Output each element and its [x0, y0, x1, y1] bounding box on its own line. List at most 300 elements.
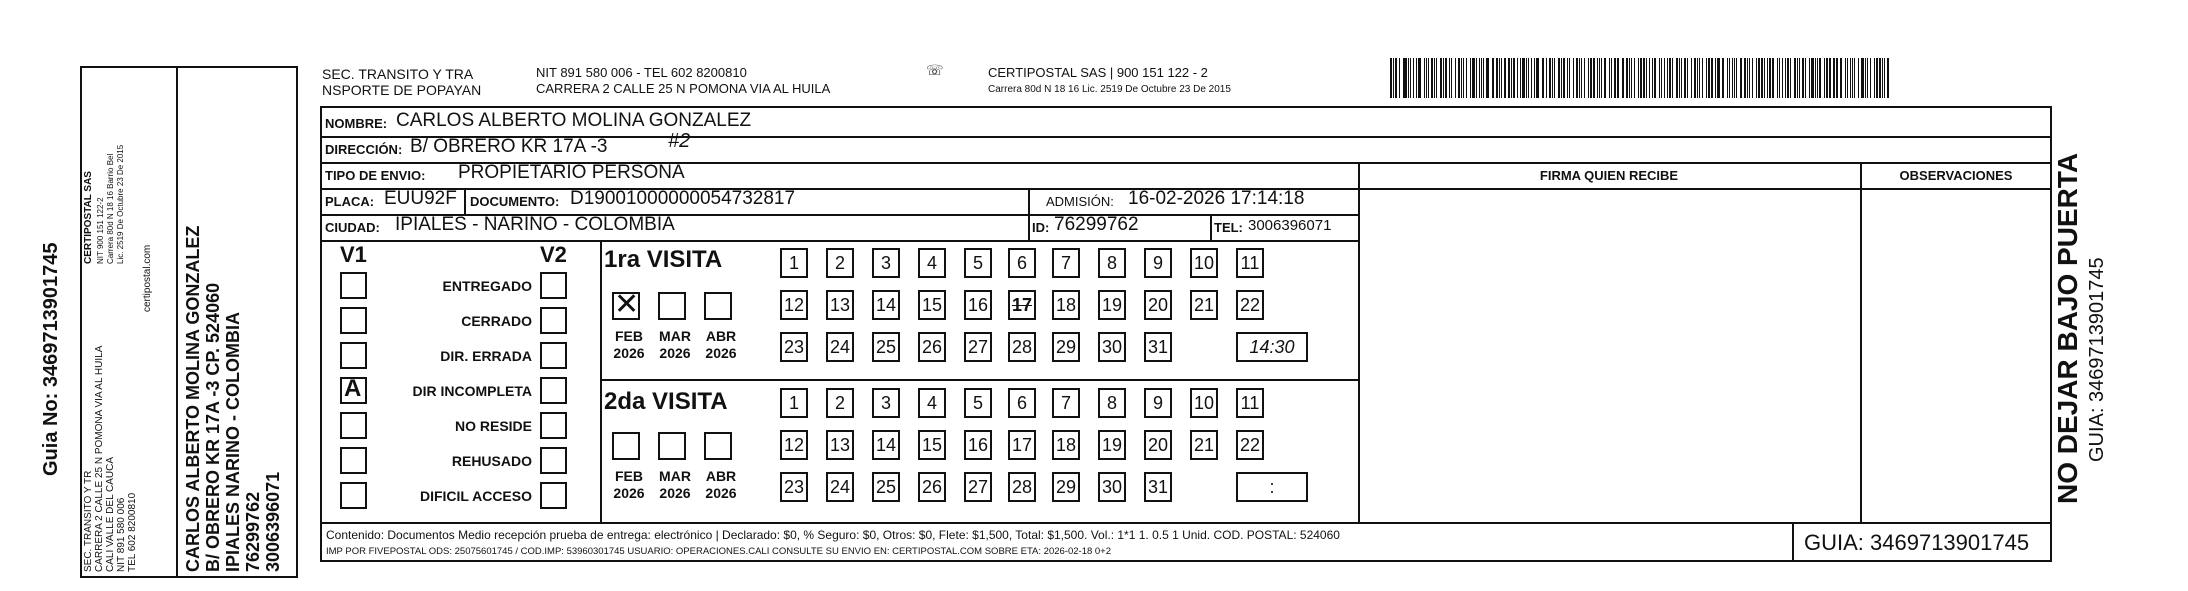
v2-checkbox	[540, 307, 567, 334]
no-dejar-bajo-puerta: NO DEJAR BAJO PUERTA	[2052, 152, 2083, 504]
day-box: 31	[1144, 472, 1172, 502]
barcode-bar	[1715, 58, 1716, 98]
barcode-bar	[1522, 58, 1524, 98]
sender-nit: NIT 891 580 006 - TEL 602 8200810	[536, 65, 747, 80]
barcode-bar	[1706, 58, 1707, 98]
barcode-bar	[1756, 58, 1757, 98]
barcode-bar	[1483, 58, 1485, 98]
month-year: 2026	[659, 345, 691, 361]
barcode-bar	[1802, 58, 1804, 98]
barcode-bar	[1702, 58, 1704, 98]
barcode	[1390, 58, 1890, 98]
placa-label: PLACA:	[325, 194, 375, 209]
barcode-bar	[1431, 58, 1433, 98]
barcode-bar	[1463, 58, 1464, 98]
barcode-bar	[1552, 58, 1554, 98]
v2-checkbox	[540, 272, 567, 299]
stub-recipient-line: 76299762	[243, 491, 263, 572]
barcode-bar	[1729, 58, 1730, 98]
barcode-bar	[1840, 58, 1842, 98]
month-checkbox	[612, 288, 640, 321]
day-box: 10	[1190, 248, 1218, 278]
month-label	[606, 328, 652, 362]
day-box: 11	[1236, 388, 1264, 418]
phone-icon: ☏	[926, 62, 944, 78]
barcode-bar	[1543, 58, 1544, 98]
month-name: FEB	[615, 468, 643, 484]
barcode-bar	[1626, 58, 1628, 98]
v2-checkbox	[540, 377, 567, 404]
barcode-bar	[1493, 58, 1494, 98]
month-year: 2026	[705, 485, 737, 501]
stub-sender-line: TEL 602 8200810	[127, 492, 138, 572]
barcode-bar	[1531, 58, 1532, 98]
barcode-bar	[1772, 58, 1774, 98]
check-mark: ✕	[614, 288, 640, 321]
status-label: NO RESIDE	[454, 418, 532, 434]
admision-value: 16-02-2026 17:14:18	[1128, 188, 1305, 209]
barcode-bar	[1661, 58, 1662, 98]
barcode-bar	[1824, 58, 1825, 98]
barcode-bar	[1445, 58, 1447, 98]
barcode-bar	[1440, 58, 1442, 98]
barcode-bar	[1436, 58, 1437, 98]
day-box: 1	[780, 388, 808, 418]
day-box: 17	[1008, 290, 1036, 320]
footer-guia: GUIA: 3469713901745	[1804, 530, 2030, 555]
month-checkbox	[704, 292, 732, 320]
barcode-bar	[1588, 58, 1589, 98]
barcode-bar	[1504, 58, 1506, 98]
barcode-bar	[1764, 58, 1765, 98]
visit1-title: 1ra VISITA	[604, 246, 723, 273]
barcode-bar	[1679, 58, 1680, 98]
time-box: 14:30	[1236, 332, 1308, 362]
day-box: 7	[1052, 248, 1080, 278]
month-label	[652, 468, 698, 502]
day-box: 26	[918, 332, 946, 362]
day-box: 19	[1098, 290, 1126, 320]
barcode-bar	[1654, 58, 1656, 98]
admision-label: ADMISIÓN:	[1046, 194, 1114, 209]
barcode-bar	[1797, 58, 1798, 98]
barcode-bar	[1499, 58, 1500, 98]
barcode-bar	[1829, 58, 1831, 98]
barcode-bar	[1865, 58, 1866, 98]
barcode-bar	[1882, 58, 1883, 98]
stub-recipient-line: B/ OBRERO KR 17A -3 CP. 524060	[203, 282, 223, 572]
day-box: 15	[918, 430, 946, 460]
barcode-bar	[1694, 58, 1696, 98]
barcode-bar	[1622, 58, 1624, 98]
day-box: 14	[872, 290, 900, 320]
sender-address: CARRERA 2 CALLE 25 N POMONA VIA AL HUILA	[536, 81, 831, 96]
nombre-value: CARLOS ALBERTO MOLINA GONZALEZ	[396, 110, 752, 131]
day-box: 5	[964, 388, 992, 418]
barcode-bar	[1472, 58, 1474, 98]
side-guia: GUIA: 3469713901745	[2086, 257, 2108, 462]
barcode-bar	[1819, 58, 1821, 98]
barcode-bar	[1684, 58, 1686, 98]
status-label: DIR. ERRADA	[440, 348, 532, 364]
barcode-bar	[1618, 58, 1619, 98]
barcode-bar	[1669, 58, 1671, 98]
barcode-bar	[1870, 58, 1871, 98]
v1-checkbox	[340, 447, 367, 474]
barcode-bar	[1815, 58, 1816, 98]
barcode-bar	[1845, 58, 1846, 98]
v2-checkbox	[540, 412, 567, 439]
barcode-bar	[1787, 58, 1789, 98]
barcode-bar	[1638, 58, 1639, 98]
id-value: 76299762	[1054, 214, 1139, 235]
month-checkbox	[658, 292, 686, 320]
barcode-bar	[1699, 58, 1700, 98]
barcode-bar	[1395, 58, 1397, 98]
day-box: 13	[826, 290, 854, 320]
barcode-bar	[1769, 58, 1771, 98]
status-label: DIR INCOMPLETA	[412, 383, 532, 399]
barcode-bar	[1476, 58, 1478, 98]
day-box: 14	[872, 430, 900, 460]
barcode-bar	[1794, 58, 1796, 98]
stub-recipient-line: CARLOS ALBERTO MOLINA GONZALEZ	[183, 225, 203, 572]
stub-courier-line: Lic. 2519 De Octubre 23 De 2015	[116, 144, 125, 264]
day-box: 28	[1008, 472, 1036, 502]
day-box: 3	[872, 388, 900, 418]
barcode-bar	[1659, 58, 1660, 98]
barcode-bar	[1617, 58, 1618, 98]
barcode-bar	[1449, 58, 1451, 98]
barcode-bar	[1426, 58, 1427, 98]
barcode-bar	[1691, 58, 1692, 98]
day-box: 21	[1190, 290, 1218, 320]
barcode-bar	[1850, 58, 1852, 98]
barcode-bar	[1640, 58, 1642, 98]
stub-courier-line: Carrera 80d N 18 16 Barrio Bel	[106, 153, 115, 264]
month-label	[606, 468, 652, 502]
status-label: REHUSADO	[451, 453, 532, 469]
stub-recipient-line: 3006396071	[263, 471, 283, 572]
status-label: ENTREGADO	[442, 278, 532, 294]
status-label: CERRADO	[461, 313, 532, 329]
day-box: 1	[780, 248, 808, 278]
v2-checkbox	[540, 482, 567, 509]
month-name: MAR	[659, 468, 691, 484]
tel-value: 3006396071	[1248, 217, 1332, 234]
month-label	[698, 468, 744, 502]
day-box: 20	[1144, 290, 1172, 320]
v1-checkbox	[340, 307, 367, 334]
barcode-bar	[1836, 58, 1838, 98]
barcode-bar	[1749, 58, 1751, 98]
barcode-bar	[1413, 58, 1414, 98]
month-name: ABR	[705, 468, 737, 484]
barcode-bar	[1833, 58, 1834, 98]
barcode-bar	[1404, 58, 1406, 98]
barcode-bar	[1434, 58, 1436, 98]
barcode-bar	[1681, 58, 1683, 98]
month-label	[652, 328, 698, 362]
barcode-bar	[1461, 58, 1462, 98]
stub-courier-line: NIT 900 151 122-2	[96, 197, 105, 264]
barcode-bar	[1517, 58, 1518, 98]
barcode-bar	[1732, 58, 1734, 98]
barcode-bar	[1790, 58, 1791, 98]
barcode-bar	[1631, 58, 1633, 98]
barcode-bar	[1687, 58, 1688, 98]
barcode-bar	[1879, 58, 1881, 98]
day-box: 5	[964, 248, 992, 278]
barcode-bar	[1563, 58, 1565, 98]
barcode-bar	[1708, 58, 1710, 98]
month-year: 2026	[659, 485, 691, 501]
v1-checkbox	[340, 482, 367, 509]
barcode-bar	[1740, 58, 1742, 98]
day-box: 27	[964, 472, 992, 502]
barcode-bar	[1458, 58, 1460, 98]
stub-sender-line: CARRERA 2 CALLE 25 N POMONA VIA AL HUILA	[94, 345, 105, 572]
barcode-bar	[1717, 58, 1718, 98]
courier-name: CERTIPOSTAL SAS | 900 151 122 - 2	[988, 65, 1208, 80]
day-box: 26	[918, 472, 946, 502]
day-box: 31	[1144, 332, 1172, 362]
barcode-bar	[1536, 58, 1538, 98]
barcode-bar	[1861, 58, 1863, 98]
day-box: 29	[1052, 472, 1080, 502]
barcode-bar	[1805, 58, 1806, 98]
stub-web: certipostal.com	[142, 244, 153, 312]
barcode-bar	[1811, 58, 1813, 98]
barcode-bar	[1561, 58, 1562, 98]
barcode-bar	[1826, 58, 1828, 98]
barcode-bar	[1501, 58, 1502, 98]
day-box: 20	[1144, 430, 1172, 460]
direccion-value: B/ OBRERO KR 17A -3	[410, 136, 608, 157]
day-box: 22	[1236, 290, 1264, 320]
barcode-bar	[1785, 58, 1787, 98]
day-box: 15	[918, 290, 946, 320]
stub-sender-line: CALI VALLE DEL CAUCA	[105, 456, 116, 572]
visit2-title: 2da VISITA	[604, 388, 728, 415]
barcode-bar	[1614, 58, 1616, 98]
day-box: 16	[964, 430, 992, 460]
day-box: 2	[826, 388, 854, 418]
month-year: 2026	[705, 345, 737, 361]
barcode-bar	[1455, 58, 1456, 98]
month-checkbox	[704, 432, 732, 460]
barcode-bar	[1744, 58, 1746, 98]
day-box: 21	[1190, 430, 1218, 460]
barcode-bar	[1526, 58, 1528, 98]
barcode-bar	[1609, 58, 1610, 98]
barcode-bar	[1486, 58, 1488, 98]
barcode-bar	[1646, 58, 1647, 98]
barcode-bar	[1611, 58, 1612, 98]
barcode-bar	[1676, 58, 1678, 98]
day-box: 22	[1236, 430, 1264, 460]
day-box: 10	[1190, 388, 1218, 418]
barcode-bar	[1672, 58, 1673, 98]
barcode-bar	[1747, 58, 1748, 98]
barcode-bar	[1777, 58, 1778, 98]
barcode-bar	[1576, 58, 1578, 98]
day-box: 27	[964, 332, 992, 362]
v2-checkbox	[540, 447, 567, 474]
barcode-bar	[1410, 58, 1411, 98]
barcode-bar	[1418, 58, 1420, 98]
day-box: 28	[1008, 332, 1036, 362]
documento-value: D19001000000054732817	[570, 188, 796, 209]
day-box: 16	[964, 290, 992, 320]
barcode-bar	[1809, 58, 1810, 98]
stub-sender-line: SEC. TRANSITO Y TR	[83, 470, 94, 572]
direccion-label: DIRECCIÓN:	[325, 142, 403, 157]
barcode-bar	[1399, 58, 1400, 98]
barcode-bar	[1767, 58, 1768, 98]
barcode-bar	[1479, 58, 1480, 98]
day-box: 25	[872, 332, 900, 362]
barcode-bar	[1597, 58, 1598, 98]
barcode-bar	[1554, 58, 1555, 98]
month-year: 2026	[613, 345, 645, 361]
day-box: 24	[826, 472, 854, 502]
day-box: 25	[872, 472, 900, 502]
day-box: 19	[1098, 430, 1126, 460]
barcode-bar	[1643, 58, 1645, 98]
day-box: 12	[780, 290, 808, 320]
barcode-bar	[1604, 58, 1606, 98]
day-box: 30	[1098, 332, 1126, 362]
barcode-bar	[1782, 58, 1783, 98]
day-box: 18	[1052, 290, 1080, 320]
day-box: 9	[1144, 248, 1172, 278]
status-label: DIFICIL ACCESO	[419, 488, 532, 504]
barcode-bar	[1428, 58, 1429, 98]
day-box: 4	[918, 248, 946, 278]
day-box: 13	[826, 430, 854, 460]
barcode-bar	[1581, 58, 1582, 98]
day-box: 8	[1098, 248, 1126, 278]
barcode-bar	[1470, 58, 1471, 98]
barcode-bar	[1727, 58, 1728, 98]
day-box: 7	[1052, 388, 1080, 418]
day-box: 3	[872, 248, 900, 278]
footer-imp: IMP POR FIVEPOSTAL ODS: 25075601745 / COD.IMP: 53960301745 USUARIO: OPERACIONES.CALI CONSULTE SU ENVIO EN: CERTIPOSTAL.COM SOBRE ETA: 2026-02-18 0+2	[326, 546, 1112, 557]
barcode-bar	[1834, 58, 1835, 98]
barcode-bar	[1546, 58, 1547, 98]
barcode-bar	[1542, 58, 1543, 98]
time-box: :	[1236, 472, 1308, 502]
barcode-bar	[1752, 58, 1753, 98]
barcode-bar	[1884, 58, 1885, 98]
checkbox-mark: A	[344, 375, 362, 402]
barcode-bar	[1573, 58, 1574, 98]
footer-contenido: Contenido: Documentos Medio recepción prueba de entrega: electrónico | Declarado: $0, % Seguro: $0, Otros: $0, Flete: $1,500, Total: $1,500. Vol.: 1*1 1. 0.5 1 Unid. COD. POSTAL: 524060	[326, 528, 1340, 542]
barcode-bar	[1443, 58, 1444, 98]
day-box: 2	[826, 248, 854, 278]
barcode-bar	[1520, 58, 1521, 98]
barcode-bar	[1408, 58, 1410, 98]
barcode-bar	[1799, 58, 1801, 98]
barcode-bar	[1584, 58, 1586, 98]
barcode-bar	[1758, 58, 1760, 98]
v1-checkbox	[340, 342, 367, 369]
barcode-bar	[1528, 58, 1529, 98]
tipo-value: PROPIETARIO PERSONA	[458, 162, 685, 183]
day-box: 6	[1008, 388, 1036, 418]
barcode-bar	[1403, 58, 1404, 98]
barcode-bar	[1496, 58, 1498, 98]
month-checkbox	[658, 432, 686, 460]
barcode-bar	[1874, 58, 1875, 98]
barcode-bar	[1599, 58, 1600, 98]
v2-checkbox	[540, 342, 567, 369]
barcode-bar	[1508, 58, 1510, 98]
barcode-bar	[1590, 58, 1592, 98]
barcode-bar	[1511, 58, 1512, 98]
stub-courier-name: CERTIPOSTAL SAS	[83, 171, 94, 264]
barcode-bar	[1761, 58, 1763, 98]
tel-label: TEL:	[1214, 220, 1243, 235]
day-box: 23	[780, 472, 808, 502]
barcode-bar	[1393, 58, 1394, 98]
tipo-label: TIPO DE ENVIO:	[325, 168, 426, 183]
barcode-bar	[1667, 58, 1669, 98]
barcode-bar	[1593, 58, 1595, 98]
month-label	[698, 328, 744, 362]
barcode-bar	[1779, 58, 1780, 98]
nombre-label: NOMBRE:	[325, 116, 388, 131]
v1-label: V1	[340, 242, 367, 267]
day-box: 8	[1098, 388, 1126, 418]
barcode-bar	[1887, 58, 1889, 98]
day-box: 23	[780, 332, 808, 362]
month-year: 2026	[613, 485, 645, 501]
v2-label: V2	[540, 242, 567, 267]
barcode-bar	[1492, 58, 1493, 98]
sender-name-2: NSPORTE DE POPAYAN	[322, 82, 482, 98]
documento-label: DOCUMENTO:	[470, 194, 560, 209]
barcode-bar	[1867, 58, 1869, 98]
barcode-bar	[1549, 58, 1551, 98]
stub-sender-line: NIT 891 580 006	[116, 497, 127, 572]
barcode-bar	[1652, 58, 1654, 98]
sender-name-1: SEC. TRANSITO Y TRA	[322, 66, 474, 82]
barcode-bar	[1424, 58, 1425, 98]
barcode-bar	[1697, 58, 1698, 98]
barcode-bar	[1734, 58, 1735, 98]
month-name: FEB	[615, 328, 643, 344]
month-name: ABR	[705, 328, 737, 344]
barcode-bar	[1722, 58, 1724, 98]
v1-checkbox	[340, 272, 367, 299]
month-name: MAR	[659, 328, 691, 344]
day-box: 6	[1008, 248, 1036, 278]
barcode-bar	[1451, 58, 1452, 98]
barcode-bar	[1817, 58, 1818, 98]
v1-checkbox	[340, 412, 367, 439]
day-box: 11	[1236, 248, 1264, 278]
barcode-bar	[1629, 58, 1630, 98]
barcode-bar	[1847, 58, 1848, 98]
handwritten-note: #2	[668, 130, 691, 152]
day-box: 18	[1052, 430, 1080, 460]
observaciones-header: OBSERVACIONES	[1899, 168, 2013, 183]
barcode-bar	[1858, 58, 1860, 98]
barcode-bar	[1513, 58, 1515, 98]
day-box: 17	[1008, 430, 1036, 460]
